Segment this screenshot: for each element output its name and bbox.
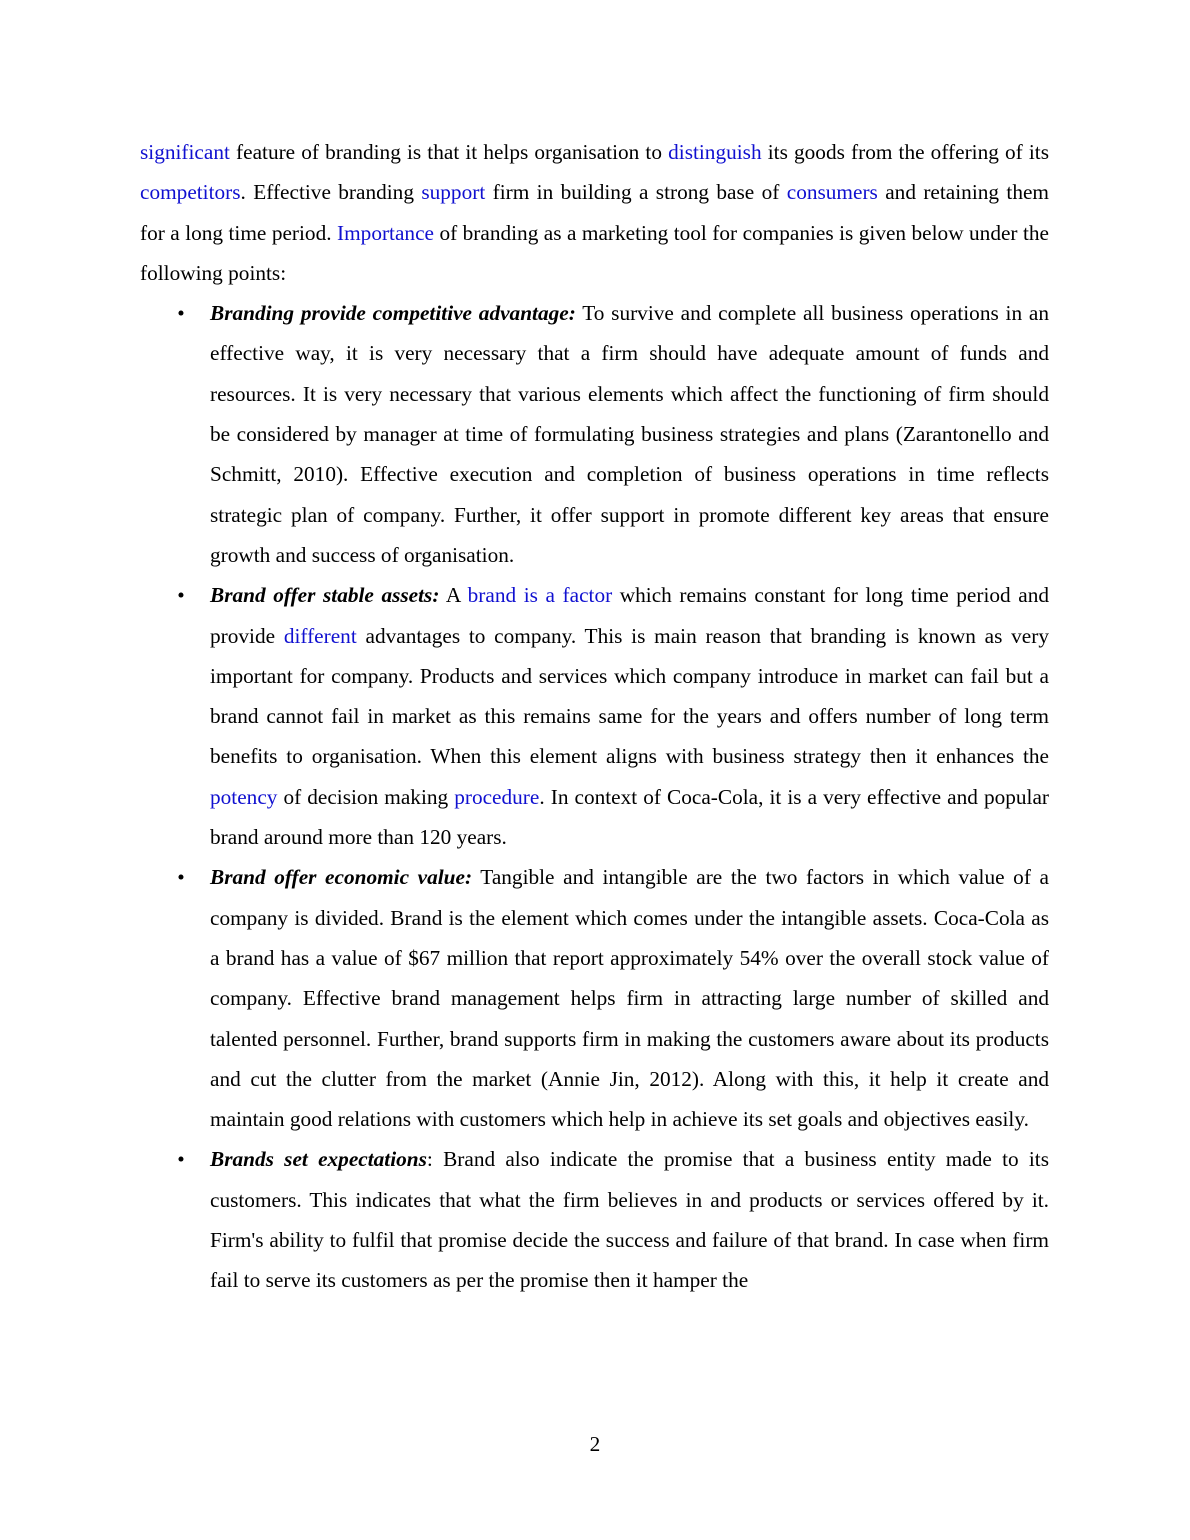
list-item-set-expectations [177, 1139, 1049, 1300]
list-item-economic-value [177, 857, 1049, 1139]
highlight-term: support [421, 180, 486, 205]
point-heading: Brand offer economic value: [210, 865, 473, 890]
point-text: : Brand also indicate the promise that a business entity made to its customers. This indicates that what the firm believes in and products or services offered by it. Firm's ability to fulfil that promise decide the success and failure of that brand. In case when firm fail to serve its customers as per the promise then it hamper the [210, 1147, 1049, 1293]
highlight-term: Importance [337, 220, 434, 245]
point-text: . In context of Coca-Cola, it is a very effective and popular brand around more than 120 years. [210, 784, 1050, 850]
text-span: and retaining them for a long time period. [140, 180, 1049, 245]
bullet-icon: • [177, 865, 185, 890]
document-page [140, 132, 1049, 1301]
text-span: . Effective branding [240, 180, 422, 205]
highlight-term: potency [210, 784, 278, 809]
point-text: advantages to company. This is main reason that branding is known as very important for company. Products and services which company introduce in market can fail but a brand cannot fail in market as this remains same for the years and offers number of long term benefits to organisation. When this element aligns with business strategy then it enhances the [210, 623, 1049, 769]
highlight-term: consumers [786, 180, 878, 205]
bullet-list [140, 293, 1049, 1300]
point-heading: Brands set expectations [210, 1147, 427, 1172]
intro-paragraph [140, 132, 1049, 293]
bullet-icon: • [177, 1147, 185, 1172]
bullet-icon: • [177, 583, 185, 608]
list-item-stable-assets [177, 575, 1050, 857]
point-text: A [439, 583, 468, 608]
highlight-term: different [283, 623, 357, 648]
point-heading: Branding provide competitive advantage: [210, 301, 576, 326]
highlight-term: significant [140, 140, 230, 164]
highlight-term: procedure [454, 784, 540, 809]
highlight-term: competitors [140, 180, 241, 205]
page-number: 2 [589, 1432, 601, 1456]
point-heading: Brand offer stable assets: [210, 583, 440, 608]
text-span: firm in building a strong base of [485, 180, 787, 205]
text-span: its goods from the offering of its [761, 140, 1049, 164]
point-text: To survive and complete all business operations in an effective way, it is very necessary that a firm should have adequate amount of funds and resources. It is very necessary that various elements which affect the functioning of firm should be considered by manager at time of formulating business strategies and plans (Zarantonello and Schmitt, 2010). Effective execution and completion of business operations in time reflects strategic plan of company. Further, it offer support in promote different key areas that ensure growth and success of organisation. [210, 301, 1049, 567]
highlight-term: brand is a factor [467, 583, 613, 608]
highlight-term: distinguish [668, 140, 762, 164]
point-text: of decision making [277, 784, 455, 809]
bullet-icon: • [177, 301, 185, 326]
list-item-competitive-advantage [177, 293, 1049, 575]
point-text: which remains constant for long time period and provide [210, 583, 1049, 648]
point-text: Tangible and intangible are the two factors in which value of a company is divided. Brand is the element which comes under the intangible assets. Coca-Cola as a brand has a value of $67 million that report approximately 54% over the overall stock value of company. Effective brand management helps firm in attracting large number of skilled and talented personnel. Further, brand supports firm in making the customers aware about its products and cut the clutter from the market (Annie Jin, 2012). Along with this, it help it create and maintain good relations with customers which help in achieve its set goals and objectives easily. [210, 865, 1049, 1132]
text-span: feature of branding is that it helps organisation to [229, 140, 669, 164]
text-span: of branding as a marketing tool for companies is given below under the following points: [140, 220, 1049, 285]
